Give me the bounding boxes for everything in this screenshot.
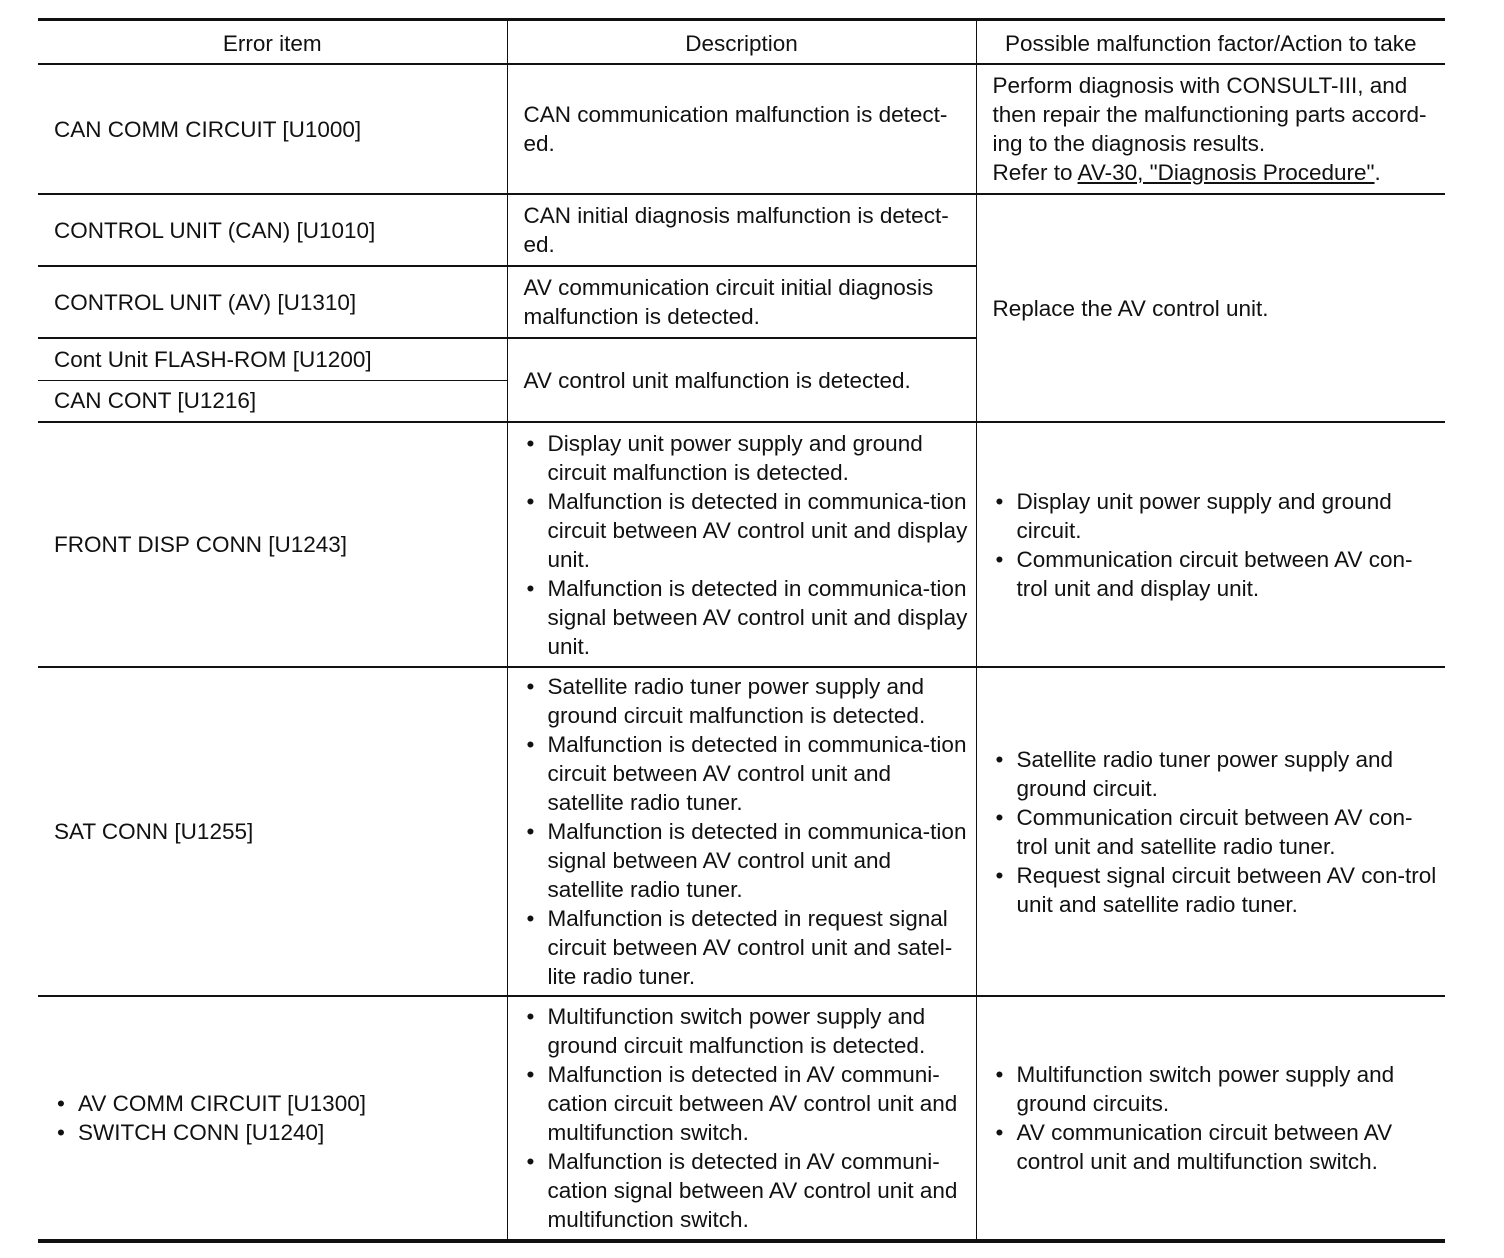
list-item: • Display unit power supply and ground circuit. — [993, 487, 1438, 545]
table-row — [38, 996, 1445, 1241]
refer-prefix: Refer to — [992, 160, 1078, 185]
error-item-cell: Cont Unit FLASH-ROM [U1200] — [38, 338, 507, 380]
description-cell: AV control unit malfunction is detected. — [507, 338, 976, 422]
table-row — [38, 194, 1445, 266]
description-cell — [507, 996, 976, 1241]
error-item-cell: CAN COMM CIRCUIT [U1000] — [38, 64, 507, 194]
description-cell: CAN communication malfunction is detect-ed. — [507, 64, 976, 194]
list-item: • Malfunction is detected in communica-tion signal between AV control unit and display unit. — [524, 574, 968, 661]
list-item: • Satellite radio tuner power supply and ground circuit malfunction is detected. — [524, 672, 968, 730]
description-list — [524, 672, 968, 991]
table-row — [38, 667, 1445, 996]
refer-suffix: . — [1374, 160, 1381, 185]
list-item: • Display unit power supply and ground circuit malfunction is detected. — [524, 429, 968, 487]
error-item-cell: CAN CONT [U1216] — [38, 380, 507, 422]
list-item: • Malfunction is detected in communica-tion circuit between AV control unit and display unit. — [524, 487, 968, 574]
list-item: • Malfunction is detected in AV communi-cation signal between AV control unit and multifunction switch. — [524, 1147, 968, 1234]
action-list — [993, 487, 1438, 603]
list-item: • Malfunction is detected in communica-tion signal between AV control unit and satellite radio tuner. — [524, 817, 968, 904]
action-cell — [976, 422, 1445, 667]
header-row — [38, 20, 1445, 65]
list-item: • Malfunction is detected in communica-tion circuit between AV control unit and satellite radio tuner. — [524, 730, 968, 817]
list-item: • Malfunction is detected in AV communi-cation circuit between AV control unit and multifunction switch. — [524, 1060, 968, 1147]
action-list — [993, 745, 1438, 919]
list-item: • Multifunction switch power supply and ground circuits. — [993, 1060, 1438, 1118]
diagnosis-procedure-link[interactable]: AV-30, "Diagnosis Procedure" — [1077, 160, 1375, 185]
error-item-cell: CONTROL UNIT (AV) [U1310] — [38, 266, 507, 338]
list-item: • Malfunction is detected in request signal circuit between AV control unit and satel-lite radio tuner. — [524, 904, 968, 991]
list-item: • AV COMM CIRCUIT [U1300] — [54, 1089, 499, 1118]
action-cell — [976, 64, 1445, 194]
list-item: • Satellite radio tuner power supply and ground circuit. — [993, 745, 1438, 803]
description-cell — [507, 667, 976, 996]
list-item: • Request signal circuit between AV con-trol unit and satellite radio tuner. — [993, 861, 1438, 919]
header-action: Possible malfunction factor/Action to take — [976, 20, 1445, 65]
error-item-cell: CONTROL UNIT (CAN) [U1010] — [38, 194, 507, 266]
header-error-item: Error item — [38, 20, 507, 65]
error-item-cell: FRONT DISP CONN [U1243] — [38, 422, 507, 667]
list-item: • Communication circuit between AV con-trol unit and satellite radio tuner. — [993, 803, 1438, 861]
description-list — [524, 429, 968, 661]
action-cell-shared: Replace the AV control unit. — [976, 194, 1445, 422]
header-description: Description — [507, 20, 976, 65]
list-item: • SWITCH CONN [U1240] — [54, 1118, 499, 1147]
action-cell — [976, 667, 1445, 996]
description-cell: CAN initial diagnosis malfunction is detect-ed. — [507, 194, 976, 266]
action-text: Perform diagnosis with CONSULT-III, and then repair the malfunctioning parts accord-ing to the diagnosis results. — [992, 73, 1427, 156]
list-item: • Communication circuit between AV con-trol unit and display unit. — [993, 545, 1438, 603]
action-cell — [976, 996, 1445, 1241]
description-cell: AV communication circuit initial diagnosis malfunction is detected. — [507, 266, 976, 338]
error-item-cell — [38, 996, 507, 1241]
action-list — [993, 1060, 1438, 1176]
error-item-list — [54, 1089, 499, 1147]
error-table — [38, 18, 1445, 1243]
error-item-cell: SAT CONN [U1255] — [38, 667, 507, 996]
list-item: • Multifunction switch power supply and ground circuit malfunction is detected. — [524, 1002, 968, 1060]
table-row — [38, 422, 1445, 667]
list-item: • AV communication circuit between AV control unit and multifunction switch. — [993, 1118, 1438, 1176]
description-list — [524, 1002, 968, 1234]
description-cell — [507, 422, 976, 667]
refer-line — [993, 158, 1438, 187]
table-row — [38, 64, 1445, 194]
